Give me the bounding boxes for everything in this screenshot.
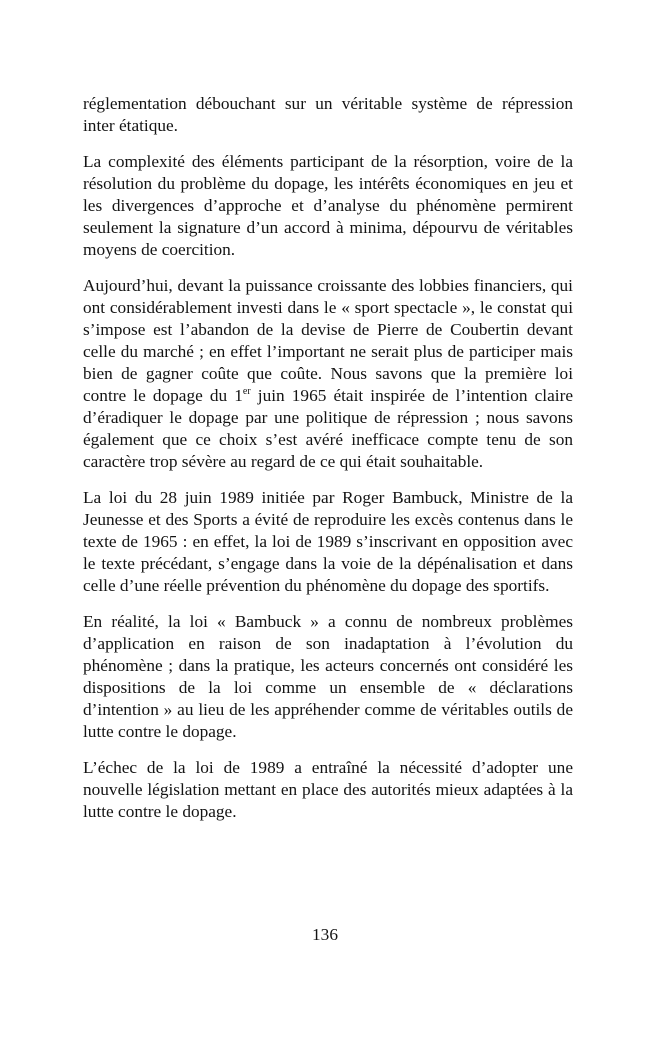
paragraph-6: L’échec de la loi de 1989 a entraîné la nécessité d’adopter une nouvelle législation mettant en place des autorités mieux adaptées à la lutte contre le dopage. (83, 758, 573, 821)
paragraph-4: La loi du 28 juin 1989 initiée par Roger Bambuck, Ministre de la Jeunesse et des Sports a évité de reproduire les excès contenus dans le texte de 1965 : en effet, la loi de 1989 s’inscrivant en opposition avec le texte précédant, s’engage dans la voie de la dépénalisation et dans celle d’une réelle prévention du phénomène du dopage des sportifs. (83, 488, 573, 595)
page-body (83, 93, 573, 837)
ordinal-superscript: er (242, 386, 251, 397)
paragraph-3-text-start: Aujourd’hui, devant la puissance croissante des lobbies financiers, qui ont considérablement investi dans le « sport spectacle », le constat qui s’impose est l’abandon de la devise de Pierre de Coubertin devant celle du marché ; en effet l’important ne serait plus de participer mais bien de gagner coûte que coûte. Nous savons que la première loi contre le dopage du 1 (83, 276, 573, 405)
paragraph-3 (83, 275, 573, 473)
paragraph-5: En réalité, la loi « Bambuck » a connu de nombreux problèmes d’application en raison de son inadaptation à l’évolution du phénomène ; dans la pratique, les acteurs concernés ont considéré les dispositions de la loi comme un ensemble de « déclarations d’intention » au lieu de les appréhender comme de véritables outils de lutte contre le dopage. (83, 612, 573, 741)
paragraph-2: La complexité des éléments participant de la résorption, voire de la résolution du problème du dopage, les intérêts économiques en jeu et les divergences d’approche et d’analyse du phénomène permirent seulement la signature d’un accord à minima, dépourvu de véritables moyens de coercition. (83, 152, 573, 259)
page-number: 136 (312, 925, 338, 944)
paragraph-1: réglementation débouchant sur un véritable système de répression inter étatique. (83, 94, 573, 135)
paragraph-3-text-end: juin 1965 était inspirée de l’intention claire d’éradiquer le dopage par une politique de répression ; nous savons également que ce choix s’est avéré inefficace compte tenu de son caractère trop sévère au regard de ce qui était souhaitable. (83, 386, 573, 471)
